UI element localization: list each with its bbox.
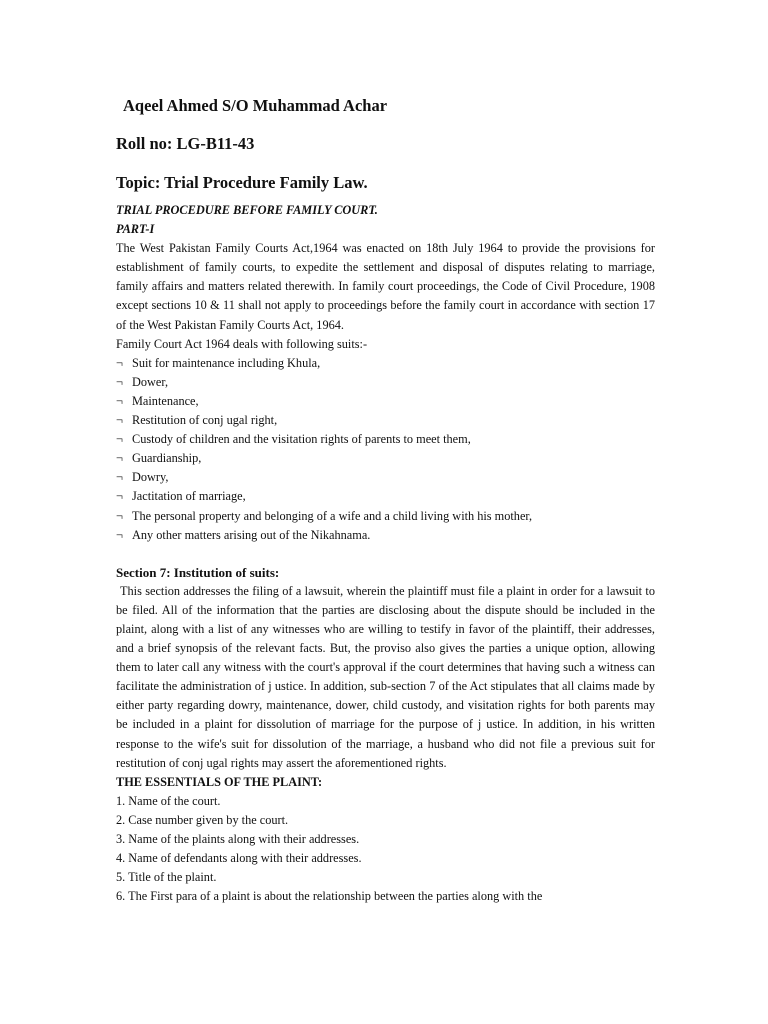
list-item-text: Guardianship,	[132, 451, 202, 466]
bullet-icon: ¬	[116, 393, 123, 408]
document-title: TRIAL PROCEDURE BEFORE FAMILY COURT.	[116, 203, 378, 217]
section-7-heading: Section 7: Institution of suits:	[116, 564, 280, 580]
topic-heading: Topic: Trial Procedure Family Law.	[116, 173, 368, 192]
list-item-text: Maintenance,	[132, 393, 199, 408]
roll-number: Roll no: LG-B11-43	[116, 134, 255, 153]
intro-paragraph: The West Pakistan Family Courts Act,1964 was enacted on 18th July 1964 to provide the provisions for establishment of family courts, to expedite the settlement and disposal of disputes relating to marriage, family affairs and matters related therewith. In family court proceedings, the Code of Civil Procedure, 1908 except sections 10 & 11 shall not apply to proceedings before the family court in accordance with section 17 of the West Pakistan Family Courts Act, 1964.	[116, 241, 655, 332]
list-item-text: The personal property and belonging of a wife and a child living with his mother,	[132, 508, 533, 523]
list-item	[116, 354, 655, 373]
bullet-icon: ¬	[116, 489, 123, 504]
document-body	[116, 201, 655, 906]
list-item	[116, 392, 655, 411]
list-item	[116, 487, 655, 506]
list-item: 3. Name of the plaints along with their addresses.	[116, 832, 360, 846]
list-item-text: Dower,	[132, 374, 169, 389]
list-item-text: Suit for maintenance including Khula,	[132, 355, 321, 370]
suits-intro: Family Court Act 1964 deals with following suits:-	[116, 336, 368, 351]
bullet-icon: ¬	[116, 374, 123, 389]
list-item	[116, 449, 655, 468]
essentials-heading: THE ESSENTIALS OF THE PLAINT:	[116, 774, 323, 789]
list-item-text: Jactitation of marriage,	[132, 489, 246, 504]
bullet-icon: ¬	[116, 470, 123, 485]
bullet-icon: ¬	[116, 413, 123, 428]
list-item: 4. Name of defendants along with their addresses.	[116, 851, 362, 866]
list-item: 1. Name of the court.	[116, 793, 221, 808]
list-item	[116, 507, 655, 526]
list-item	[116, 526, 655, 545]
list-item	[116, 373, 655, 392]
list-item	[116, 430, 655, 449]
bullet-icon: ¬	[116, 508, 123, 523]
bullet-icon: ¬	[116, 355, 123, 370]
list-item: 6. The First para of a plaint is about the relationship between the parties along with the	[116, 889, 543, 904]
section-7-paragraph: This section addresses the filing of a lawsuit, wherein the plaintiff must file a plaint in order for a lawsuit to be filed. All of the information that the parties are disclosing about the dispute should be included in the plaint, along with a list of any witnesses who are willing to testify in favor of the plaintiff, their addresses, and a brief synopsis of the relevant facts. But, the proviso also gives the parties a unique option, allowing them to later call any witness with the court's approval if the court determines that having such a witness can facilitate the administration of j ustice. In addition, sub-section 7 of the Act stipulates that all claims made by either party regarding dowry, maintenance, dower, child custody, and visitation rights for both parents may be included in a plaint for dissolution of marriage for the purpose of j ustice. In addition, in his written response to the wife's suit for dissolution of the marriage, a husband who did not file a previous suit for restitution of conj ugal rights may assert the aforementioned rights.	[116, 583, 655, 770]
list-item	[116, 468, 655, 487]
bullet-icon: ¬	[116, 451, 123, 466]
list-item-text: Any other matters arising out of the Nikahnama.	[132, 527, 371, 542]
suits-list	[116, 354, 655, 545]
bullet-icon: ¬	[116, 432, 123, 447]
part-label: PART-I	[116, 222, 155, 237]
essentials-list	[116, 792, 655, 907]
list-item: 5. Title of the plaint.	[116, 870, 217, 885]
list-item	[116, 411, 655, 430]
bullet-icon: ¬	[116, 527, 123, 542]
list-item-text: Dowry,	[132, 470, 169, 485]
list-item-text: Custody of children and the visitation rights of parents to meet them,	[132, 432, 471, 447]
list-item: 2. Case number given by the court.	[116, 812, 289, 827]
list-item-text: Restitution of conj ugal right,	[132, 413, 278, 428]
author-name: Aqeel Ahmed S/O Muhammad Achar	[123, 96, 388, 115]
